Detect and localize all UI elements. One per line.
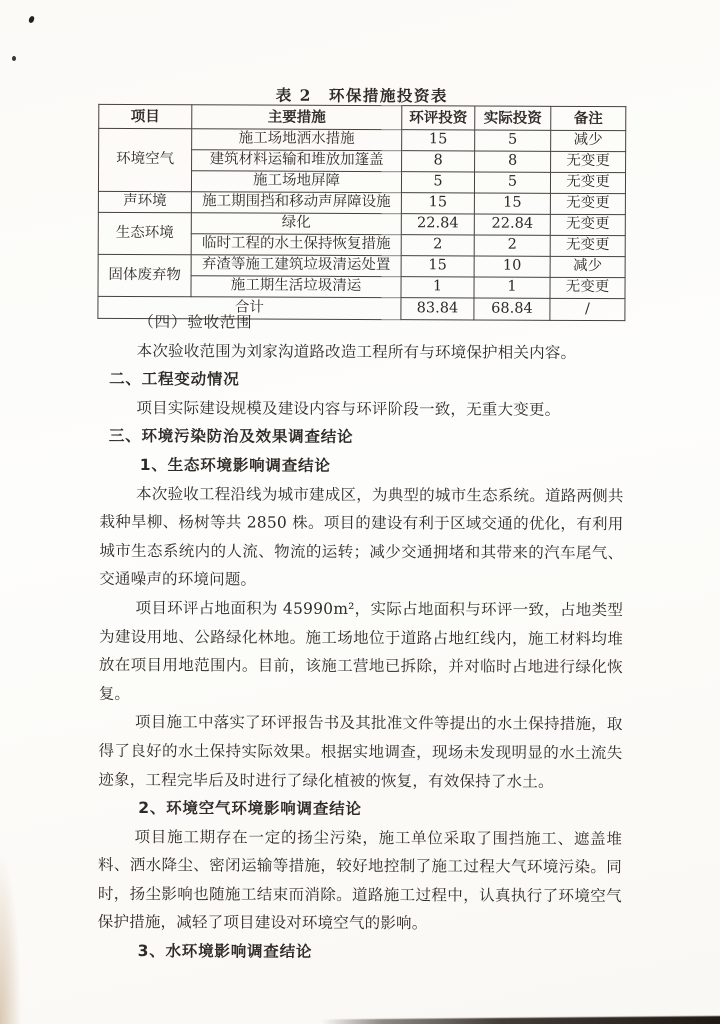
- cell-eia: 22.84: [401, 214, 474, 235]
- cell-remark: 减少: [551, 130, 626, 151]
- section-heading-project-changes: 二、工程变动情况: [109, 370, 240, 389]
- header-eia-investment: 环评投资: [402, 106, 475, 130]
- cell-eia: 1: [401, 277, 474, 298]
- table-header-row: [99, 104, 626, 130]
- cell-category: 声环境: [98, 191, 191, 212]
- cell-remark: 无变更: [550, 277, 625, 298]
- cell-total-remark: /: [550, 298, 625, 320]
- cell-measure: 施工期围挡和移动声屏障设施: [191, 192, 401, 214]
- table-row: [99, 128, 626, 151]
- cell-measure: 建筑材料运输和堆放加篷盖: [192, 150, 402, 172]
- cell-measure: 弃渣等施工建筑垃圾清运处置: [191, 255, 401, 277]
- cell-remark: 无变更: [550, 235, 625, 256]
- header-measures: 主要措施: [192, 105, 402, 130]
- investment-table: [97, 104, 626, 321]
- cell-actual: 22.84: [474, 214, 550, 235]
- subsection-heading-ecology: 1、生态环境影响调查结论: [139, 456, 331, 475]
- cell-measure: 施工场地屏障: [191, 171, 401, 193]
- cell-eia: 15: [401, 193, 474, 214]
- cell-total-actual: 68.84: [474, 298, 550, 320]
- cell-category: 环境空气: [98, 128, 191, 191]
- cell-eia: 5: [401, 172, 474, 193]
- cell-actual: 2: [474, 235, 550, 256]
- cell-remark: 无变更: [550, 193, 625, 214]
- header-project: 项目: [99, 104, 192, 128]
- header-remark: 备注: [551, 106, 626, 130]
- cell-actual: 5: [475, 130, 551, 151]
- cell-eia: 2: [401, 235, 474, 256]
- header-actual-investment: 实际投资: [475, 106, 551, 130]
- cell-total-label: 合计: [98, 296, 401, 319]
- table-row: [98, 212, 625, 235]
- cell-measure: 施工期生活垃圾清运: [191, 276, 401, 298]
- cell-remark: 无变更: [550, 172, 625, 193]
- cell-category: 固体废弃物: [98, 254, 191, 296]
- paragraph: 项目环评占地面积为 45990m²，实际占地面积与环评一致，占地类型为建设用地、公路绿化林地。施工场地位于道路占地红线内，施工材料均堆放在项目用地范围内。目前，该施工营地已拆除，并对临时占地进行绿化恢复。: [98, 598, 624, 703]
- paragraph: 项目实际建设规模及建设内容与环评阶段一致，无重大变更。: [136, 398, 561, 419]
- cell-category: 生态环境: [98, 212, 191, 254]
- cell-actual: 8: [475, 151, 551, 172]
- cell-measure: 施工场地洒水措施: [192, 129, 402, 151]
- paragraph: 项目施工期存在一定的扬尘污染，施工单位采取了围挡施工、遮盖堆料、洒水降尘、密闭运输等措施，较好地控制了施工过程大气环境污染。同时，扬尘影响也随施工结束而消除。道路施工过程中，认真执行了环境空气保护措施，减轻了项目建设对环境空气的影响。: [97, 827, 623, 933]
- table-row: [98, 191, 625, 214]
- cell-eia: 8: [402, 151, 475, 172]
- section-heading-acceptance-scope: （四）验收范围: [138, 313, 253, 332]
- cell-measure: 绿化: [191, 213, 401, 235]
- cell-remark: 无变更: [551, 151, 626, 172]
- cell-actual: 15: [474, 193, 550, 214]
- paragraph: 本次验收范围为刘家沟道路改造工程所有与环境保护相关内容。: [136, 341, 577, 362]
- cell-actual: 10: [474, 256, 550, 277]
- cell-total-eia: 83.84: [401, 298, 474, 320]
- table-row: [98, 254, 625, 277]
- section-heading-pollution-control: 三、环境污染防治及效果调查结论: [108, 427, 354, 447]
- subsection-heading-water: 3、水环境影响调查结论: [137, 942, 313, 961]
- table-caption: 表 2 环保措施投资表: [275, 85, 449, 106]
- cell-remark: 减少: [550, 256, 625, 277]
- cell-actual: 5: [474, 172, 550, 193]
- cell-actual: 1: [474, 277, 550, 298]
- body-text: [98, 308, 625, 968]
- cell-measure: 临时工程的水土保持恢复措施: [191, 234, 401, 256]
- paragraph: 项目施工中落实了环评报告书及其批准文件等提出的水土保持措施，取得了良好的水土保持实际效果。根据实地调查，现场未发现明显的水土流失迹象，工程完毕后及时进行了绿化植被的恢复，有效保持了水土。: [98, 713, 623, 791]
- paragraph: 本次验收工程沿线为城市建成区，为典型的城市生态系统。道路两侧共栽种旱柳、杨树等共 2850 株。项目的建设有利于区域交通的优化，有利用城市生态系统内的人流、物流的运转；减少交通拥堵和其带来的汽车尾气、交通噪声的环境问题。: [99, 484, 624, 589]
- cell-eia: 15: [401, 256, 474, 277]
- cell-eia: 15: [402, 130, 475, 151]
- cell-remark: 无变更: [550, 214, 625, 235]
- subsection-heading-air: 2、环境空气环境影响调查结论: [138, 799, 362, 819]
